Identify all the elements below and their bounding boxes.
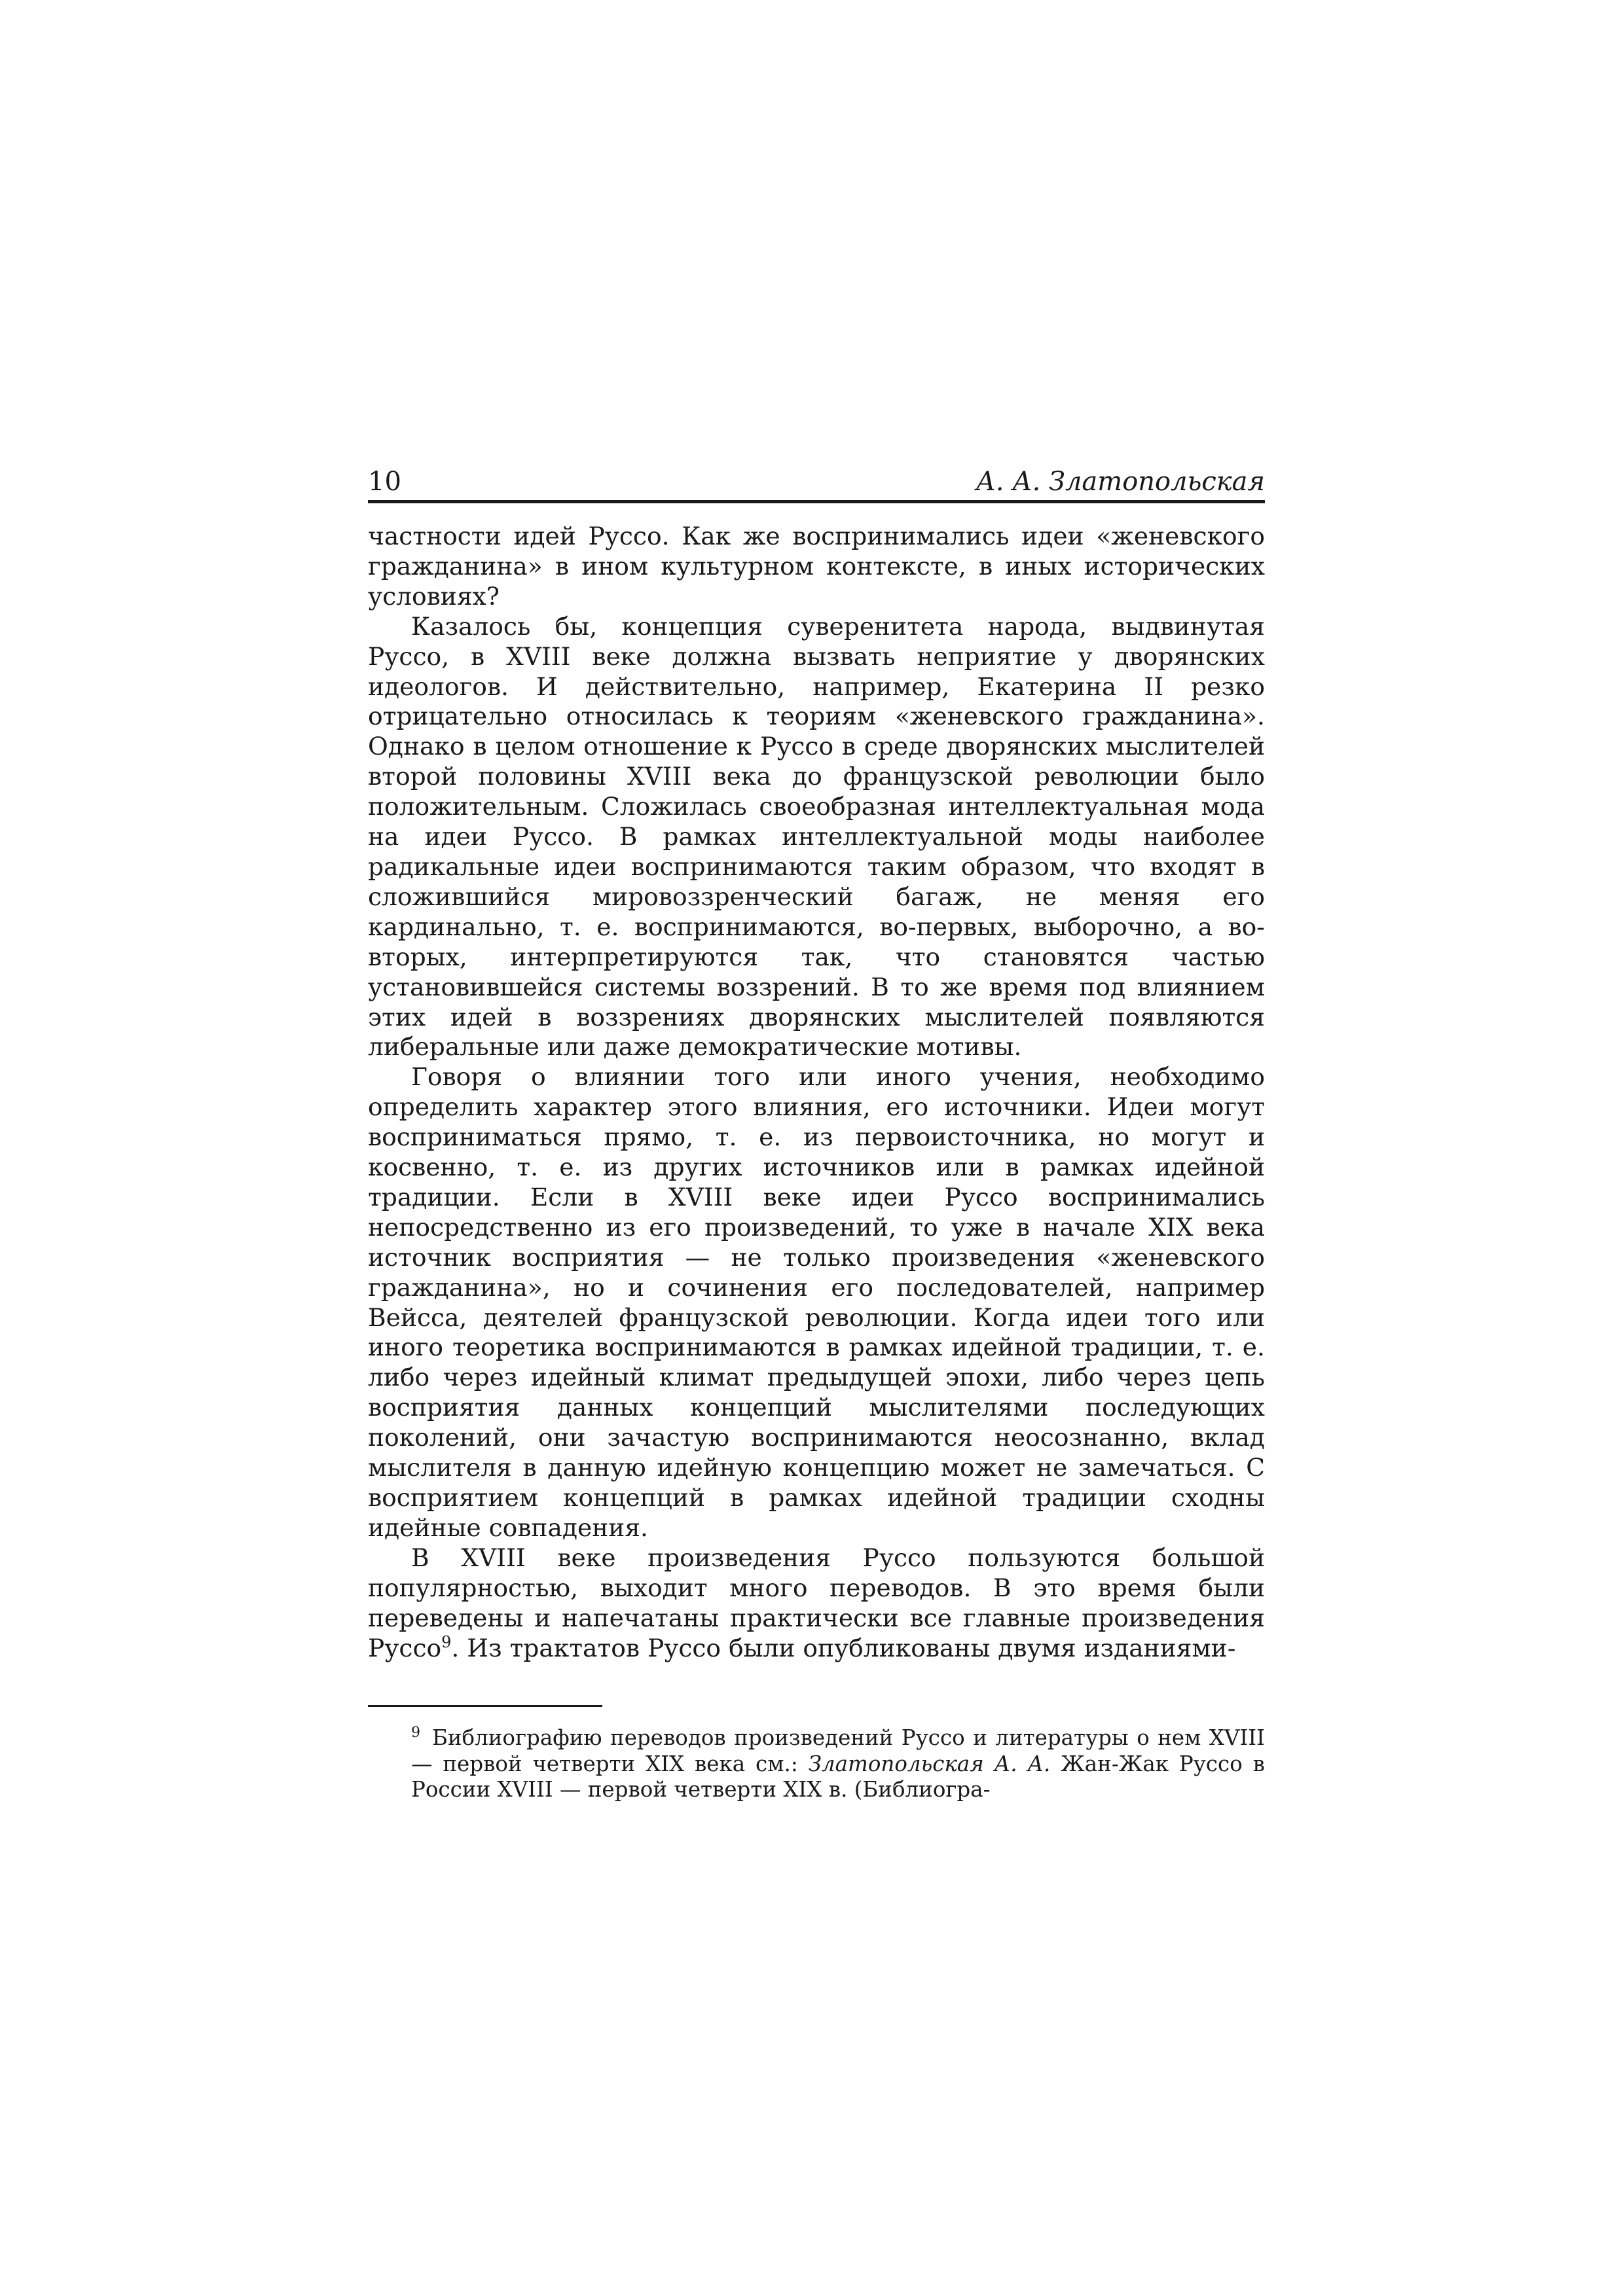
body-text	[368, 522, 1265, 1663]
paragraph-4-part-1: В XVIII веке произведения Руссо пользуются большой популярностью, выходит много переводов. В это время были переведены и напечатаны практически все главные произведения Руссо	[368, 1543, 1265, 1662]
page	[368, 466, 1265, 1803]
running-head-author: А. А. Златопольская	[976, 467, 1265, 497]
footnote-reference[interactable]: 9	[441, 1632, 452, 1651]
footnote-mark: 9	[411, 1725, 420, 1742]
footnote-author: Златопольская А. А.	[808, 1751, 1051, 1776]
footnote-divider	[368, 1705, 602, 1707]
paragraph-2: Казалось бы, концепция суверенитета народа, выдвинутая Руссо, в XVIII веке должна вызвать неприятие у дворянских идеологов. И действительно, например, Екатерина II резко отрицательно относилась к теориям «женевского гражданина». Однако в целом отношение к Руссо в среде дворянских мыслителей второй половины XVIII века до французской революции было положительным. Сложилась своеобразная интеллектуальная мода на идеи Руссо. В рамках интеллектуальной моды наиболее радикальные идеи воспринимаются таким образом, что входят в сложившийся мировоззренческий багаж, не меняя его кардинально, т. е. воспринимаются, во-первых, выборочно, а во-вторых, интерпретируются так, что становятся частью установившейся системы воззрений. В то же время под влиянием этих идей в воззрениях дворянских мыслителей появляются либеральные или даже демократические мотивы.	[368, 611, 1265, 1062]
paragraph-4: В XVIII веке произведения Руссо пользуются большой популярностью, выходит много переводов. В это время были переведены и напечатаны практически все главные произведения Руссо$^9$. Из трактатов Руссо были опубликованы двумя изданиями-	[368, 1543, 1265, 1662]
paragraph-4-part-2: Из трактатов Руссо были опубликованы двумя изданиями	[467, 1633, 1228, 1662]
paragraph-1: частности идей Руссо. Как же воспринимались идеи «женевского гражданина» в ином культурном контексте, в иных исторических условиях?	[368, 522, 1265, 611]
page-number: 10	[368, 467, 401, 497]
paragraph-3: Говоря о влиянии того или иного учения, необходимо определить характер этого влияния, его источники. Идеи могут восприниматься прямо, т. е. из первоисточника, но могут и косвенно, т. е. из других источников или в рамках идейной традиции. Если в XVIII веке идеи Руссо воспринимались непосредственно из его произведений, то уже в начале XIX века источник восприятия — не только произведения «женевского гражданина», но и сочинения его последователей, например Вейсса, деятелей французской революции. Когда идеи того или иного теоретика воспринимаются в рамках идейной традиции, т. е. либо через идейный климат предыдущей эпохи, либо через цепь восприятия данных концепций мыслителями последующих поколений, они зачастую воспринимаются неосознанно, вклад мыслителя в данную идейную концепцию может не замечаться. С восприятием концепций в рамках идейной традиции сходны идейные совпадения.	[368, 1062, 1265, 1542]
footnote-text-before: Библиографию переводов произведений Руссо и литературы о нем XVIII — первой четверти XIX века см.:	[411, 1725, 1265, 1776]
footnote	[368, 1725, 1265, 1803]
running-header	[368, 466, 1265, 503]
footnote-text-after: Жан-Жак Руссо в России XVIII — первой четверти XIX в. (Библиогра-	[411, 1751, 1265, 1803]
